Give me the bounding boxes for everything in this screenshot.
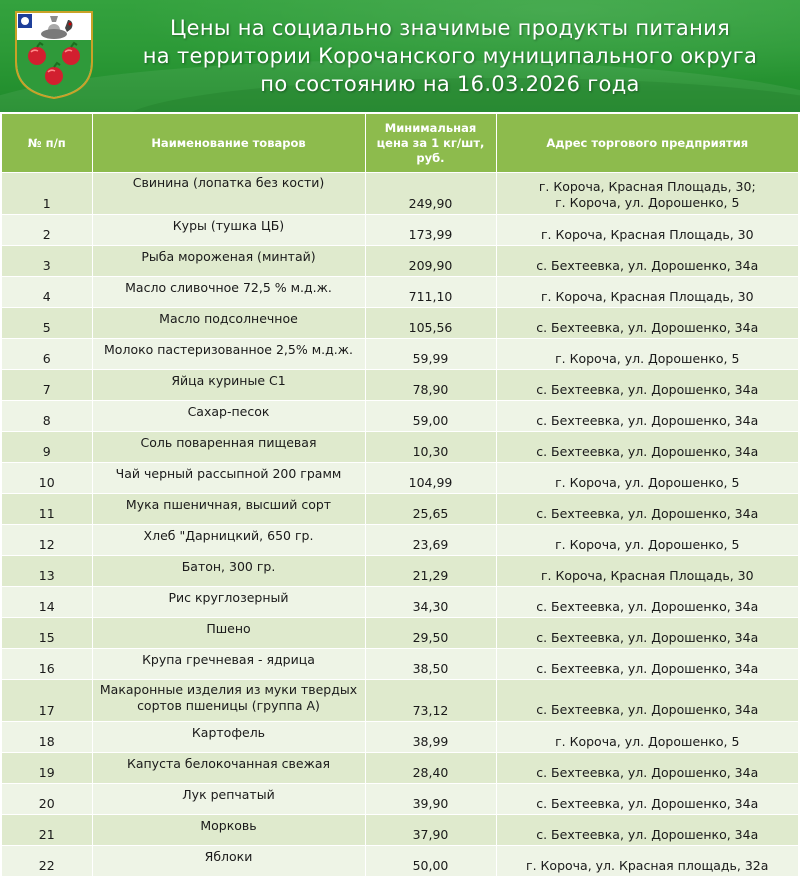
product-name: Морковь [92,815,365,846]
product-price: 104,99 [365,463,496,494]
table-body [2,173,798,876]
table-row [2,494,798,525]
row-number: 8 [2,401,92,432]
product-price: 50,00 [365,846,496,876]
store-address: г. Короча, ул. Дорошенко, 5 [496,722,798,753]
store-address: г. Короча, ул. Красная площадь, 32а [496,846,798,876]
row-number: 19 [2,753,92,784]
product-price: 78,90 [365,370,496,401]
product-price: 59,00 [365,401,496,432]
table-row [2,784,798,815]
row-number: 16 [2,649,92,680]
product-price: 21,29 [365,556,496,587]
table-row [2,463,798,494]
product-name: Куры (тушка ЦБ) [92,215,365,246]
table-row [2,401,798,432]
product-price: 249,90 [365,173,496,215]
prices-table [2,114,798,876]
store-address: г. Короча, Красная Площадь, 30; г. Короча, ул. Дорошенко, 5 [496,173,798,215]
row-number: 6 [2,339,92,370]
title-line-3: по состоянию на 16.03.2026 года [100,70,800,98]
store-address: с. Бехтеевка, ул. Дорошенко, 34а [496,370,798,401]
product-price: 105,56 [365,308,496,339]
product-name: Соль поваренная пищевая [92,432,365,463]
table-row [2,815,798,846]
product-name: Масло сливочное 72,5 % м.д.ж. [92,277,365,308]
product-price: 23,69 [365,525,496,556]
product-name: Молоко пастеризованное 2,5% м.д.ж. [92,339,365,370]
product-name: Мука пшеничная, высший сорт [92,494,365,525]
row-number: 21 [2,815,92,846]
row-number: 22 [2,846,92,876]
store-address: с. Бехтеевка, ул. Дорошенко, 34а [496,401,798,432]
store-address: с. Бехтеевка, ул. Дорошенко, 34а [496,649,798,680]
header-num: № п/п [2,114,92,173]
store-address: с. Бехтеевка, ул. Дорошенко, 34а [496,680,798,722]
table-row [2,587,798,618]
product-price: 59,99 [365,339,496,370]
store-address: с. Бехтеевка, ул. Дорошенко, 34а [496,308,798,339]
row-number: 20 [2,784,92,815]
store-address: с. Бехтеевка, ул. Дорошенко, 34а [496,587,798,618]
product-name: Макаронные изделия из муки твердых сортов пшеницы (группа А) [92,680,365,722]
product-price: 209,90 [365,246,496,277]
title-line-1: Цены на социально значимые продукты питания [100,14,800,42]
product-name: Капуста белокочанная свежая [92,753,365,784]
product-price: 38,99 [365,722,496,753]
table-header-row [2,114,798,173]
table-row [2,308,798,339]
store-address: с. Бехтеевка, ул. Дорошенко, 34а [496,815,798,846]
row-number: 4 [2,277,92,308]
table-row [2,846,798,876]
row-number: 12 [2,525,92,556]
row-number: 14 [2,587,92,618]
product-price: 39,90 [365,784,496,815]
table-row [2,618,798,649]
product-name: Лук репчатый [92,784,365,815]
store-address: г. Короча, Красная Площадь, 30 [496,277,798,308]
store-address: с. Бехтеевка, ул. Дорошенко, 34а [496,494,798,525]
product-name: Масло подсолнечное [92,308,365,339]
row-number: 10 [2,463,92,494]
table-row [2,370,798,401]
product-price: 37,90 [365,815,496,846]
header-address: Адрес торгового предприятия [496,114,798,173]
table-row [2,246,798,277]
product-name: Сахар-песок [92,401,365,432]
row-number: 3 [2,246,92,277]
store-address: г. Короча, ул. Дорошенко, 5 [496,525,798,556]
table-row [2,525,798,556]
product-name: Чай черный рассыпной 200 грамм [92,463,365,494]
store-address: с. Бехтеевка, ул. Дорошенко, 34а [496,784,798,815]
store-address: с. Бехтеевка, ул. Дорошенко, 34а [496,753,798,784]
store-address: г. Короча, Красная Площадь, 30 [496,215,798,246]
store-address: с. Бехтеевка, ул. Дорошенко, 34а [496,246,798,277]
row-number: 15 [2,618,92,649]
product-price: 25,65 [365,494,496,525]
store-address: с. Бехтеевка, ул. Дорошенко, 34а [496,432,798,463]
product-price: 73,12 [365,680,496,722]
header-name: Наименование товаров [92,114,365,173]
store-address: г. Короча, ул. Дорошенко, 5 [496,463,798,494]
product-name: Картофель [92,722,365,753]
table-row [2,432,798,463]
store-address: с. Бехтеевка, ул. Дорошенко, 34а [496,618,798,649]
row-number: 7 [2,370,92,401]
product-name: Рыба мороженая (минтай) [92,246,365,277]
table-row [2,215,798,246]
coat-of-arms-icon [14,10,94,100]
product-price: 29,50 [365,618,496,649]
page-title [100,14,800,98]
product-name: Яблоки [92,846,365,876]
product-price: 38,50 [365,649,496,680]
row-number: 11 [2,494,92,525]
title-line-2: на территории Корочанского муниципального округа [100,42,800,70]
row-number: 1 [2,173,92,215]
product-price: 34,30 [365,587,496,618]
page-header [0,0,800,112]
store-address: г. Короча, Красная Площадь, 30 [496,556,798,587]
row-number: 13 [2,556,92,587]
product-name: Пшено [92,618,365,649]
product-name: Хлеб "Дарницкий, 650 гр. [92,525,365,556]
table-row [2,753,798,784]
table-row [2,556,798,587]
product-name: Свинина (лопатка без кости) [92,173,365,215]
product-name: Яйца куриные С1 [92,370,365,401]
product-name: Рис круглозерный [92,587,365,618]
product-price: 28,40 [365,753,496,784]
row-number: 9 [2,432,92,463]
store-address: г. Короча, ул. Дорошенко, 5 [496,339,798,370]
table-row [2,173,798,215]
table-row [2,277,798,308]
table-row [2,339,798,370]
table-row [2,722,798,753]
header-price: Минимальная цена за 1 кг/шт, руб. [365,114,496,173]
row-number: 17 [2,680,92,722]
row-number: 5 [2,308,92,339]
table-row [2,680,798,722]
product-price: 10,30 [365,432,496,463]
row-number: 2 [2,215,92,246]
row-number: 18 [2,722,92,753]
table-row [2,649,798,680]
product-name: Батон, 300 гр. [92,556,365,587]
product-price: 711,10 [365,277,496,308]
product-price: 173,99 [365,215,496,246]
product-name: Крупа гречневая - ядрица [92,649,365,680]
